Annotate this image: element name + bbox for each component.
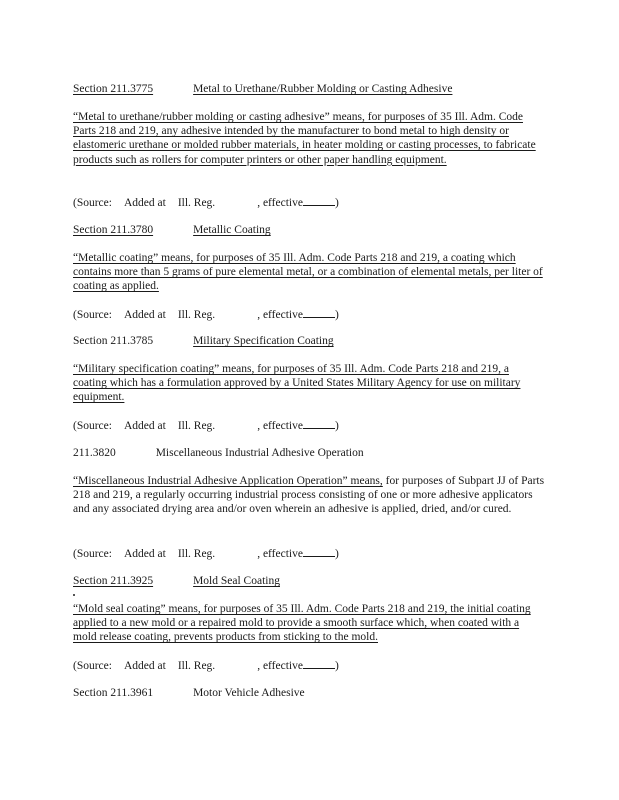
section-heading — [73, 446, 545, 460]
section-number: Section 211.3925 — [73, 575, 154, 587]
section-heading — [73, 223, 545, 237]
section-title: Motor Vehicle Adhesive — [193, 687, 305, 699]
source-note: (Source: Added at Ill. Reg. , effective ) — [73, 197, 339, 209]
section-heading — [73, 574, 545, 588]
section-number: Section 211.3780 — [73, 224, 154, 236]
section-body: “Miscellaneous Industrial Adhesive Application Operation” means, for purposes of Subpart JJ of Parts 218 and 219, a regularly occurring industrial process consisting of one or more adhesive applicators and any associated drying area and/or oven wherein an adhesive is applied, dried, and/or cured. — [73, 475, 545, 516]
section-heading — [73, 82, 545, 96]
section-title: Mold Seal Coating — [193, 575, 280, 587]
section-body: “Military specification coating” means, for purposes of 35 Ill. Adm. Code Parts 218 and 219, a coating which has a formulation approved by a United States Military Agency for use on military equipment. — [73, 363, 521, 404]
section-body: “Mold seal coating” means, for purposes of 35 Ill. Adm. Code Parts 218 and 219, the initial coating applied to a new mold or a repaired mold to provide a smooth surface which, when coated with a mold release coating, prevents products from sticking to the mold. — [73, 603, 531, 644]
section-title: Metallic Coating — [193, 224, 271, 236]
section-heading — [73, 686, 545, 700]
source-note: (Source: Added at Ill. Reg. , effective ) — [73, 420, 339, 432]
section-title: Metal to Urethane/Rubber Molding or Casting Adhesive — [193, 83, 453, 95]
source-note: (Source: Added at Ill. Reg. , effective ) — [73, 548, 339, 560]
section-number: Section 211.3961 — [73, 687, 154, 699]
section-number: Section 211.3785 — [73, 335, 154, 347]
stray-mark — [73, 594, 75, 596]
section-title: Miscellaneous Industrial Adhesive Operation — [155, 447, 364, 459]
section-title: Military Specification Coating — [193, 335, 334, 347]
section-body: “Metallic coating” means, for purposes of 35 Ill. Adm. Code Parts 218 and 219, a coating which contains more than 5 grams of pure elemental metal, or a combination of elemental metals, per liter of coating as applied. — [73, 252, 543, 293]
section-number: 211.3820 — [73, 447, 116, 459]
section-body: “Metal to urethane/rubber molding or casting adhesive” means, for purposes of 35 Ill. Adm. Code Parts 218 and 219, any adhesive intended by the manufacturer to bond metal to high density or elastomeric urethane or molded rubber materials, in heater molding or casting processes, to fabricate products such as rollers for computer printers or other paper handling equipment. — [73, 111, 536, 166]
source-note: (Source: Added at Ill. Reg. , effective ) — [73, 309, 339, 321]
section-heading — [73, 334, 545, 348]
section-number: Section 211.3775 — [73, 83, 154, 95]
source-note: (Source: Added at Ill. Reg. , effective ) — [73, 660, 339, 672]
